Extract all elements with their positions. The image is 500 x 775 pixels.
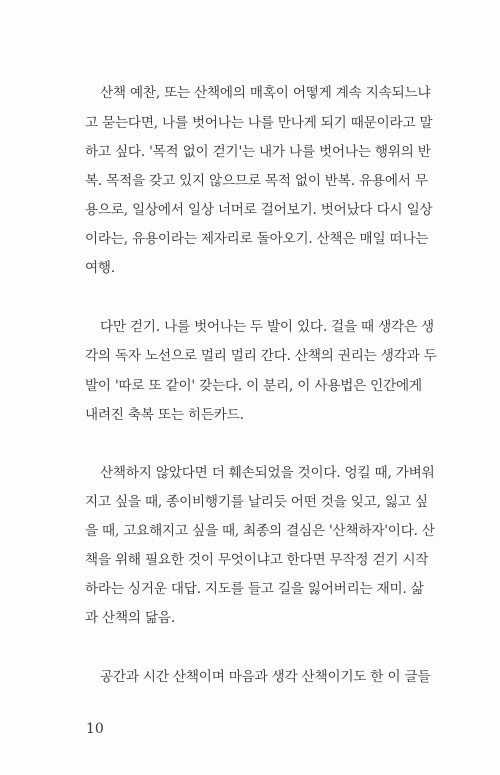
paragraph-3-line-4: 책을 위해 필요한 것이 무엇이냐고 한다면 무작정 걷기 시작 bbox=[85, 552, 429, 568]
paragraph-1-line-1: 산책 예찬, 또는 산책에의 매혹이 어떻게 계속 지속되느냐 bbox=[100, 85, 431, 101]
paragraph-2-line-1: 다만 걷기. 나를 벗어나는 두 발이 있다. 걸을 때 생각은 생 bbox=[100, 319, 434, 335]
paragraph-2-line-3: 발이 '따로 또 같이' 갖는다. 이 분리, 이 사용법은 인간에게 bbox=[85, 378, 422, 394]
paragraph-3-line-6: 과 산책의 닮음. bbox=[85, 610, 175, 626]
paragraph-1-line-7: 여행. bbox=[85, 260, 115, 276]
paragraph-3-line-2: 지고 싶을 때, 종이비행기를 날리듯 어떤 것을 잊고, 잃고 싶 bbox=[85, 494, 428, 510]
paragraph-1-line-4: 복. 목적을 갖고 있지 않으므로 목적 없이 반복. 유용에서 무 bbox=[85, 173, 428, 189]
paragraph-1-line-3: 하고 싶다. '목적 없이 걷기'는 내가 나를 벗어나는 행위의 반 bbox=[85, 144, 431, 160]
paragraph-4-line-1: 공간과 시간 산책이며 마음과 생각 산책이기도 한 이 글들 bbox=[100, 669, 431, 685]
paragraph-2-line-4: 내려진 축복 또는 히든카드. bbox=[85, 407, 244, 423]
paragraph-2-line-2: 각의 독자 노선으로 멀리 멀리 간다. 산책의 권리는 생각과 두 bbox=[85, 348, 437, 364]
page-number: 10 bbox=[86, 721, 104, 737]
paragraph-1-line-5: 용으로, 일상에서 일상 너머로 걸어보기. 벗어났다 다시 일상 bbox=[85, 202, 433, 218]
paragraph-3-line-5: 하라는 싱거운 대답. 지도를 들고 길을 잃어버리는 재미. 삶 bbox=[85, 581, 424, 597]
paragraph-1-line-6: 이라는, 유용이라는 제자리로 돌아오기. 산책은 매일 떠나는 bbox=[85, 231, 429, 247]
paragraph-1-line-2: 고 묻는다면, 나를 벗어나는 나를 만나게 되기 때문이라고 말 bbox=[85, 115, 433, 131]
paragraph-3-line-3: 을 때, 고요해지고 싶을 때, 최종의 결심은 '산책하자'이다. 산 bbox=[85, 523, 435, 539]
paragraph-3-line-1: 산책하지 않았다면 더 훼손되었을 것이다. 엉킬 때, 가벼워 bbox=[100, 465, 435, 481]
